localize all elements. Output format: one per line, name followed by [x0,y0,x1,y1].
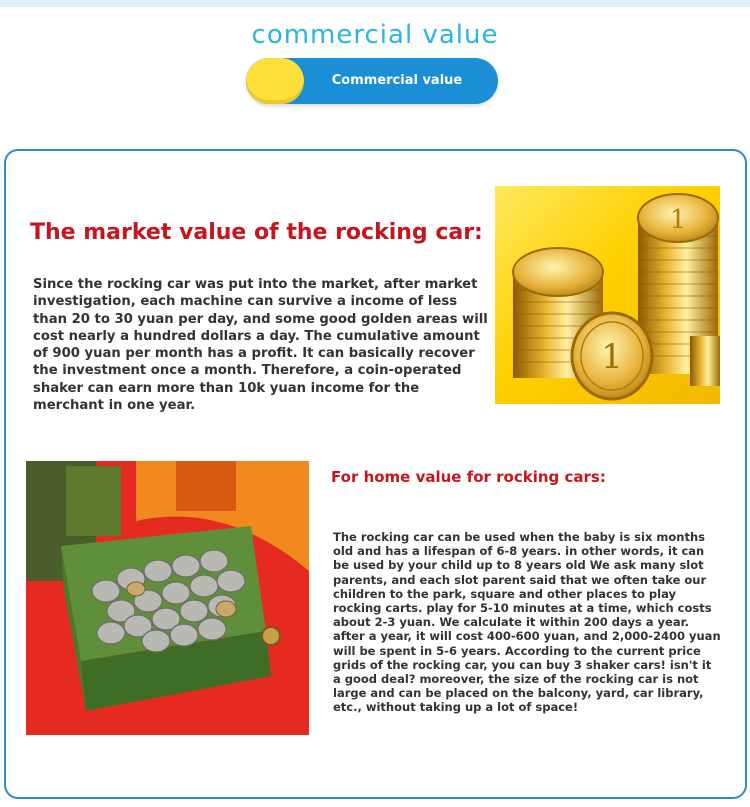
market-value-title: The market value of the rocking car: [30,220,483,245]
home-value-paragraph: The rocking car can be used when the baby is six months old and has a lifespan of 6-8 years. in other words, it can be used by your child up to 8 years old We ask many slot parents, and each slot parent said that we often take our children to the park, square and other places to play rocking carts. play for 5-10 minutes at a time, which costs about 2-3 yuan. We calculate it within 200 days a year. after a year, it will cost 400-600 yuan, and 2,000-2400 yuan will be spent in 5-6 years. According to the current price grids of the rocking car, you can buy 3 shaker cars! isn't it a good deal? moreover, the size of the rocking car is not large and can be placed on the balcony, yard, car library, etc., without taking up a lot of space! [333,530,721,715]
gold-coins-illustration [495,186,720,404]
home-value-title: For home value for rocking cars: [331,468,606,486]
top-strip [0,0,750,7]
market-value-paragraph: Since the rocking car was put into the market, after market investigation, each machine can survive a income of less than 20 to 30 yuan per day, and some good golden areas will cost nearly a hundred dollars a day. The cumulative amount of 900 yuan per month has a profit. It can basically recover the investment once a month. Therefore, a coin-operated shaker can earn more than 10k yuan income for the merchant in one year. [33,277,488,414]
section-heading: commercial value [251,20,499,50]
svg-text:1: 1 [601,337,623,377]
gold-coins-photo [495,186,720,404]
pill-label: Commercial value [331,73,463,88]
commercial-value-pill [246,58,498,104]
pill-knob [246,58,304,104]
svg-text:1: 1 [669,205,687,235]
coin-box-illustration [26,461,309,735]
coin-box-photo [26,461,309,735]
